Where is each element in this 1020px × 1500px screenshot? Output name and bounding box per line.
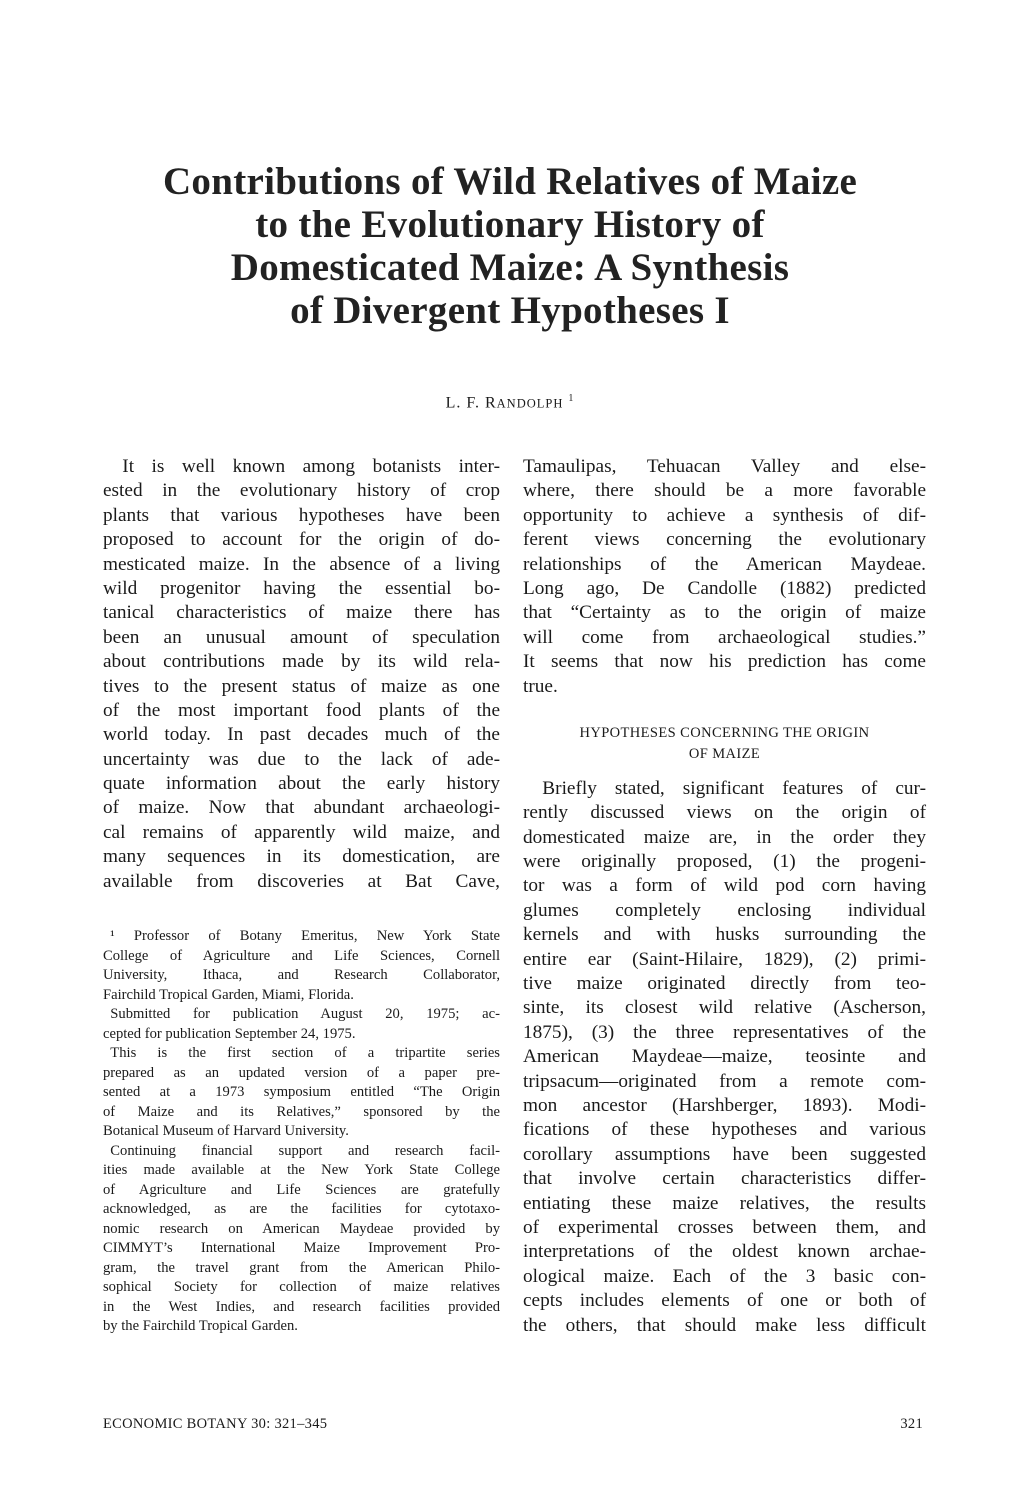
- title-line: Domesticated Maize: A Synthesis: [230, 246, 790, 289]
- text-line: glumes completely enclosing individual: [523, 899, 926, 921]
- left-column-body: [103, 455, 500, 894]
- heading-line: HYPOTHESES CONCERNING THE ORIGIN: [579, 724, 870, 741]
- text-line: Continuing financial support and research facil-: [103, 1142, 500, 1159]
- text-line: quate information about the early history: [103, 773, 500, 795]
- text-line: This is the first section of a tripartite series: [103, 1045, 500, 1061]
- text-line: tripsacum—originated from a remote com-: [523, 1070, 926, 1092]
- text-line: of Maize and its Relatives,” sponsored by the: [103, 1103, 500, 1120]
- text-line: Tamaulipas, Tehuacan Valley and else-: [523, 456, 926, 477]
- text-line: proposed to account for the origin of do-: [103, 529, 500, 551]
- text-line: of experimental crosses between them, and: [523, 1216, 926, 1238]
- text-line: where, there should be a more favorable: [523, 480, 926, 502]
- text-line: tive maize originated directly from teo-: [523, 973, 926, 995]
- text-line: Botanical Museum of Harvard University.: [103, 1123, 349, 1139]
- text-line: will come from archaeological studies.”: [523, 626, 926, 648]
- text-line: ological maize. Each of the 3 basic con-: [523, 1265, 926, 1287]
- footnote: [103, 1005, 500, 1044]
- text-line: rently discussed views on the origin of: [523, 802, 926, 824]
- title-line: Contributions of Wild Relatives of Maize: [162, 160, 858, 203]
- text-line: acknowledged, as are the facilities for cytotaxo-: [103, 1201, 500, 1217]
- text-line: domesticated maize are, in the order they: [523, 826, 926, 848]
- text-line: gram, the travel grant from the American Philo-: [103, 1259, 500, 1276]
- text-line: kernels and with husks surrounding the: [523, 924, 926, 946]
- text-line: ities made available at the New York State College: [103, 1162, 500, 1178]
- text-line: by the Fairchild Tropical Garden.: [103, 1318, 298, 1334]
- text-line: relationships of the American Maydeae.: [523, 553, 926, 575]
- article-title: [60, 160, 960, 332]
- text-line: the others, that should make less difficult: [523, 1314, 926, 1336]
- text-line: cepted for publication September 24, 1975.: [103, 1025, 356, 1042]
- text-line: sinte, its closest wild relative (Ascherson,: [523, 997, 926, 1019]
- text-line: mon ancestor (Harshberger, 1893). Modi-: [523, 1094, 926, 1116]
- text-line: nomic research on American Maydeae provided by: [103, 1220, 500, 1237]
- journal-citation: ECONOMIC BOTANY 30: 321–345: [103, 1416, 328, 1432]
- text-line: Briefly stated, significant features of cur-: [523, 777, 926, 799]
- footnote: [103, 1142, 500, 1337]
- text-line: of maize. Now that abundant archaeologi-: [103, 797, 500, 819]
- footnote-mark: 1: [568, 393, 575, 404]
- text-line: 1875), (3) the three representatives of the: [523, 1021, 926, 1043]
- section-heading: [523, 723, 926, 765]
- text-line: prepared as an updated version of a paper pre-: [103, 1064, 500, 1081]
- text-line: uncertainty was due to the lack of ade-: [103, 748, 500, 770]
- text-line: cepts includes elements of one or both of: [523, 1290, 926, 1312]
- paragraph: [523, 777, 926, 1338]
- text-line: about contributions made by its wild rela-: [103, 651, 500, 673]
- page-number: 321: [900, 1416, 923, 1432]
- text-line: of the most important food plants of the: [103, 699, 500, 721]
- text-line: that “Certainty as to the origin of maize: [523, 602, 926, 624]
- text-line: fications of these hypotheses and various: [523, 1119, 926, 1141]
- text-line: tor was a form of wild pod corn having: [523, 875, 926, 897]
- footnote: [103, 927, 500, 1005]
- text-line: ¹ Professor of Botany Emeritus, New York State: [103, 928, 500, 944]
- text-line: entire ear (Saint-Hilaire, 1829), (2) primi-: [523, 948, 926, 970]
- text-line: true.: [523, 675, 558, 697]
- text-line: available from discoveries at Bat Cave,: [103, 870, 500, 892]
- text-line: Long ago, De Candolle (1882) predicted: [523, 577, 926, 599]
- text-line: many sequences in its domestication, are: [103, 846, 500, 868]
- title-line: of Divergent Hypotheses I: [290, 289, 730, 332]
- text-line: were originally proposed, (1) the progeni-: [523, 851, 926, 873]
- footnotes: [103, 927, 500, 1337]
- text-line: opportunity to achieve a synthesis of dif-: [523, 504, 926, 526]
- text-line: entiating these maize relatives, the results: [523, 1192, 926, 1214]
- text-line: mesticated maize. In the absence of a living: [103, 553, 500, 575]
- text-line: corollary assumptions have been suggested: [523, 1143, 926, 1165]
- text-line: that involve certain characteristics differ-: [523, 1168, 926, 1190]
- text-line: interpretations of the oldest known archae-: [523, 1241, 926, 1263]
- text-line: of Agriculture and Life Sciences are gratefully: [103, 1181, 500, 1198]
- text-line: sophical Society for collection of maize relatives: [103, 1279, 500, 1295]
- text-line: wild progenitor having the essential bo-: [103, 577, 500, 599]
- text-line: sented at a 1973 symposium entitled “The Origin: [103, 1084, 500, 1100]
- right-column-body: [523, 455, 926, 1338]
- author-line: [0, 393, 1020, 412]
- text-line: in the West Indies, and research facilities provided: [103, 1298, 500, 1315]
- text-line: tanical characteristics of maize there has: [103, 602, 500, 624]
- text-line: Submitted for publication August 20, 1975; ac-: [103, 1006, 500, 1022]
- text-line: been an unusual amount of speculation: [103, 626, 500, 648]
- text-line: CIMMYT’s International Maize Improvement Pro-: [103, 1240, 500, 1256]
- author-name: ANDOLPH: [496, 396, 564, 411]
- paragraph: [523, 455, 926, 699]
- text-line: cal remains of apparently wild maize, and: [103, 821, 500, 843]
- text-line: It seems that now his prediction has come: [523, 651, 926, 673]
- text-line: world today. In past decades much of the: [103, 724, 500, 746]
- text-line: tives to the present status of maize as one: [103, 675, 500, 697]
- author-initials: L. F. R: [445, 394, 497, 412]
- text-line: University, Ithaca, and Research Collaborator,: [103, 967, 500, 983]
- text-line: ferent views concerning the evolutionary: [523, 529, 926, 551]
- footnote: [103, 1044, 500, 1142]
- title-line: to the Evolutionary History of: [255, 203, 765, 246]
- heading-line: OF MAIZE: [688, 745, 761, 762]
- text-line: plants that various hypotheses have been: [103, 504, 500, 526]
- text-line: Fairchild Tropical Garden, Miami, Florida.: [103, 986, 354, 1003]
- text-line: American Maydeae—maize, teosinte and: [523, 1046, 926, 1068]
- text-line: It is well known among botanists inter-: [103, 456, 500, 477]
- text-line: ested in the evolutionary history of crop: [103, 480, 500, 502]
- text-line: College of Agriculture and Life Sciences, Cornell: [103, 947, 500, 964]
